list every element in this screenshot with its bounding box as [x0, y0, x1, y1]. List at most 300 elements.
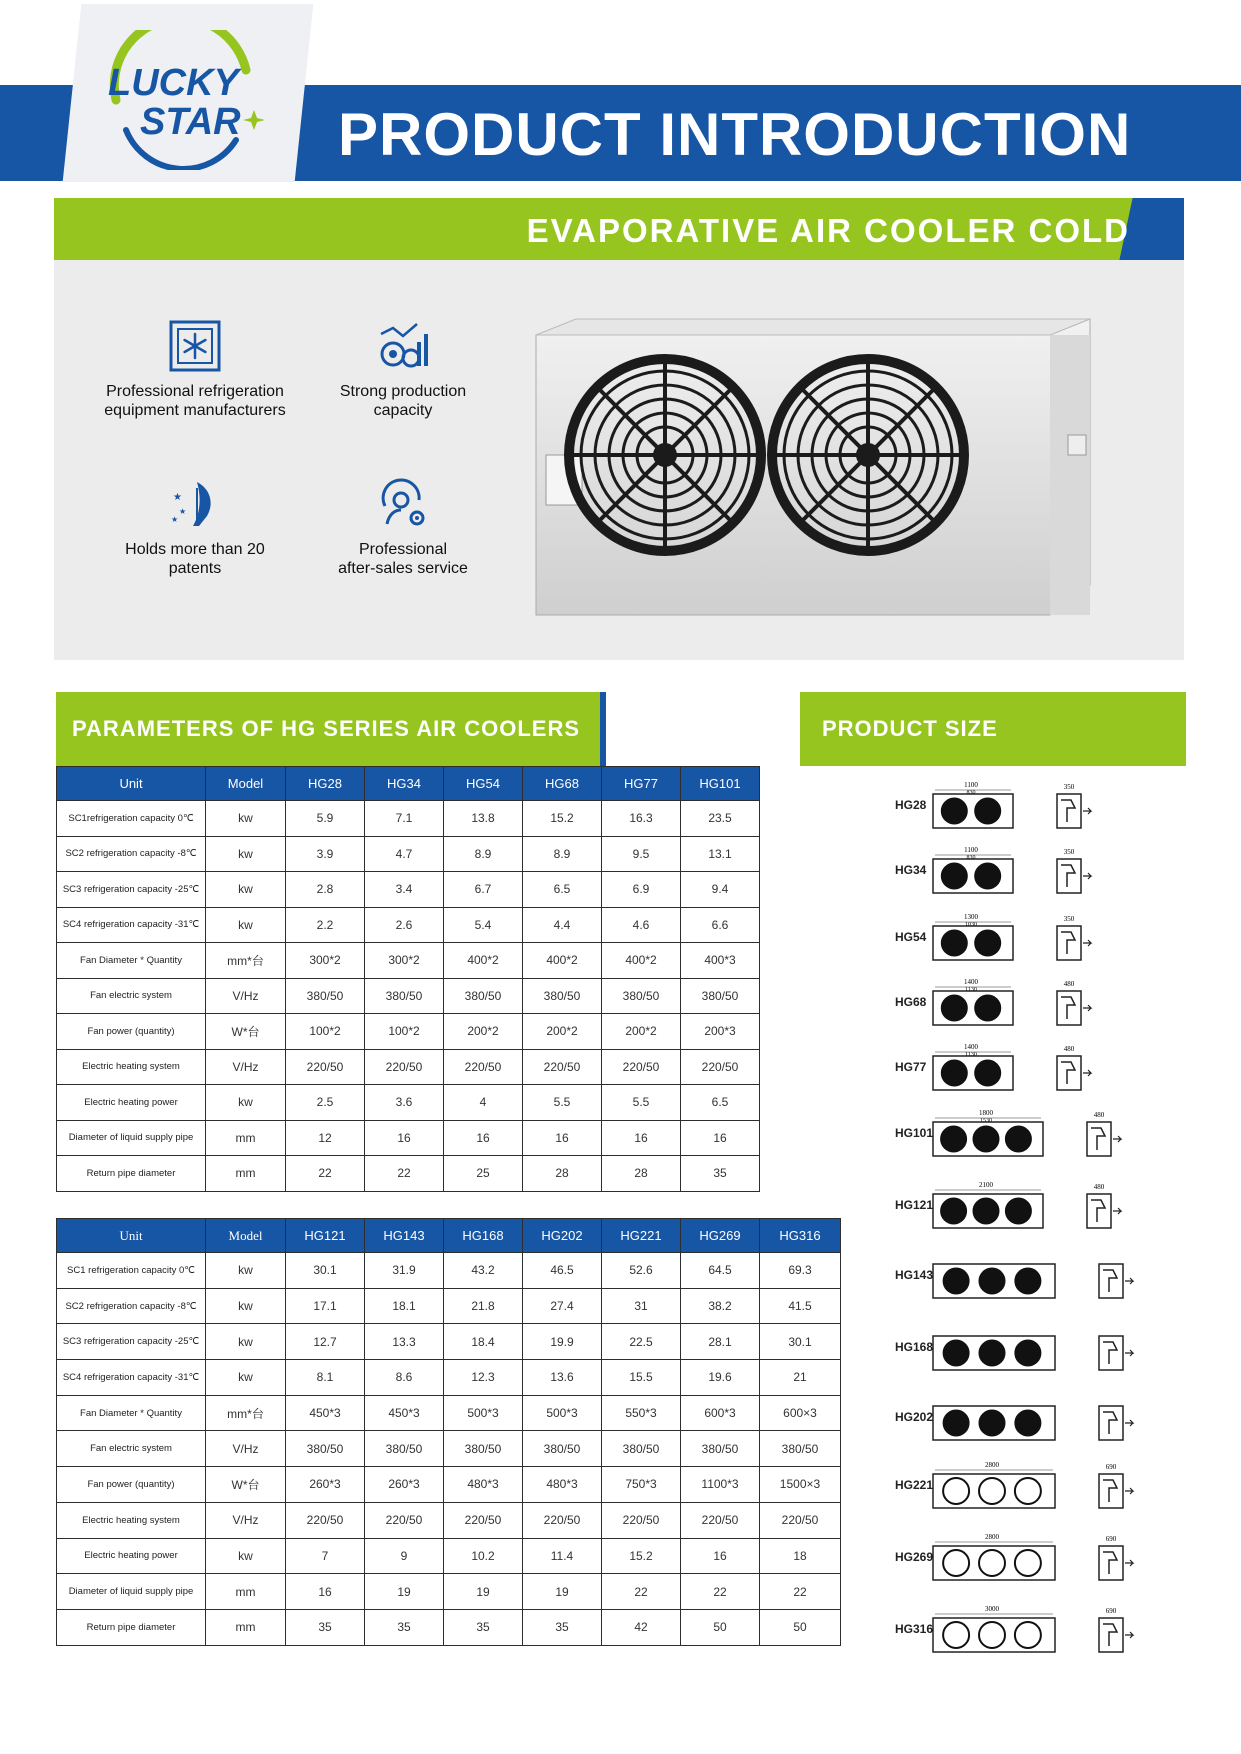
side-view-outline: [1099, 1336, 1123, 1370]
fan-mark: [943, 1410, 969, 1436]
value-cell: 200*2: [602, 1014, 681, 1050]
row-label-cell: Electric heating system: [57, 1049, 206, 1085]
row-label-cell: SC4 refrigeration capacity -31℃: [57, 907, 206, 943]
fan-mark: [1015, 1622, 1041, 1648]
side-view-outline: [1099, 1406, 1123, 1440]
dimension-label: 830: [966, 790, 976, 796]
table-row: [57, 907, 760, 943]
value-cell: 19: [523, 1574, 602, 1610]
side-view-outline: [1057, 794, 1081, 828]
size-model-label: HG143: [895, 1268, 934, 1282]
dimension-label: 2800: [985, 1461, 999, 1469]
fan-mark: [979, 1268, 1005, 1294]
unit-cell: mm*台: [206, 1395, 286, 1431]
feature-line1: Professional refrigeration: [106, 383, 284, 400]
size-row: [895, 977, 1195, 1033]
value-cell: 380/50: [602, 978, 681, 1014]
value-cell: 43.2: [444, 1253, 523, 1289]
value-cell: 16: [286, 1574, 365, 1610]
header-cell: HG269: [681, 1219, 760, 1253]
dimension-label: 350: [1063, 783, 1075, 791]
value-cell: 600*3: [681, 1395, 760, 1431]
value-cell: 9: [365, 1538, 444, 1574]
header-cell: Unit: [57, 1219, 206, 1253]
value-cell: 220/50: [365, 1049, 444, 1085]
value-cell: 380/50: [681, 1431, 760, 1467]
value-cell: 21: [760, 1360, 841, 1396]
header-cell: Model: [206, 767, 286, 801]
fan-mark: [979, 1550, 1005, 1576]
dimension-label: 480: [1093, 1183, 1105, 1191]
value-cell: 18.1: [365, 1288, 444, 1324]
patent-star-icon: [167, 478, 223, 530]
parameters-heading: PARAMETERS OF HG SERIES AIR COOLERS: [56, 692, 600, 766]
value-cell: 380/50: [523, 1431, 602, 1467]
size-row: [895, 1532, 1195, 1588]
value-cell: 380/50: [365, 1431, 444, 1467]
fan-mark: [941, 1198, 967, 1224]
side-view-outline: [1099, 1618, 1123, 1652]
value-cell: 500*3: [444, 1395, 523, 1431]
value-cell: 16: [365, 1120, 444, 1156]
value-cell: 10.2: [444, 1538, 523, 1574]
value-cell: 8.9: [444, 836, 523, 872]
size-drawing: [931, 845, 1191, 901]
table-row: [57, 1288, 841, 1324]
value-cell: 6.5: [523, 872, 602, 908]
dimension-label: 2800: [985, 1533, 999, 1541]
size-model-label: HG101: [895, 1126, 934, 1140]
value-cell: 2.5: [286, 1085, 365, 1121]
header-cell: HG54: [444, 767, 523, 801]
dimension-label: 830: [966, 855, 976, 861]
feature-manufacturer: [95, 320, 295, 420]
table-row: [57, 1324, 841, 1360]
size-drawing: [931, 977, 1191, 1033]
fan-mark: [1015, 1268, 1041, 1294]
value-cell: 500*3: [523, 1395, 602, 1431]
header-cell: HG28: [286, 767, 365, 801]
fan-mark: [1015, 1340, 1041, 1366]
size-drawing: [931, 1392, 1191, 1448]
header-cell: HG34: [365, 767, 444, 801]
fan-mark: [1005, 1198, 1031, 1224]
value-cell: 13.1: [681, 836, 760, 872]
dimension-label: 1130: [965, 987, 977, 993]
value-cell: 400*3: [681, 943, 760, 979]
dimension-label: 690: [1105, 1463, 1117, 1471]
value-cell: 220/50: [602, 1049, 681, 1085]
fan-mark: [979, 1410, 1005, 1436]
size-model-label: HG54: [895, 930, 927, 944]
value-cell: 550*3: [602, 1395, 681, 1431]
unit-cell: kw: [206, 836, 286, 872]
value-cell: 380/50: [760, 1431, 841, 1467]
value-cell: 2.6: [365, 907, 444, 943]
svg-text:★: ★: [171, 515, 179, 524]
value-cell: 4: [444, 1085, 523, 1121]
header-cell: HG101: [681, 767, 760, 801]
dimension-label: 690: [1105, 1607, 1117, 1615]
value-cell: 220/50: [444, 1502, 523, 1538]
row-label-cell: Fan electric system: [57, 1431, 206, 1467]
size-row: [895, 1042, 1195, 1098]
size-drawing: [931, 1042, 1191, 1098]
value-cell: 35: [523, 1609, 602, 1645]
fan-mark: [941, 995, 967, 1021]
header-cell: Model: [206, 1219, 286, 1253]
value-cell: 2.8: [286, 872, 365, 908]
fan-mark: [943, 1268, 969, 1294]
value-cell: 380/50: [365, 978, 444, 1014]
dimension-label: 480: [1093, 1111, 1105, 1119]
value-cell: 220/50: [286, 1049, 365, 1085]
row-label-cell: Fan Diameter * Quantity: [57, 943, 206, 979]
dimension-label: 480: [1063, 1045, 1075, 1053]
table-row: [57, 1395, 841, 1431]
value-cell: 200*2: [523, 1014, 602, 1050]
row-label-cell: SC2 refrigeration capacity -8℃: [57, 836, 206, 872]
size-model-label: HG28: [895, 798, 927, 812]
header-cell: HG221: [602, 1219, 681, 1253]
size-drawing: [931, 1250, 1191, 1306]
value-cell: 19.9: [523, 1324, 602, 1360]
size-model-label: HG34: [895, 863, 927, 877]
feature-line1: Strong production: [339, 383, 467, 400]
value-cell: 400*2: [602, 943, 681, 979]
value-cell: 11.4: [523, 1538, 602, 1574]
dimension-label: 1800: [979, 1109, 993, 1117]
unit-cell: kw: [206, 801, 286, 837]
side-view-outline: [1057, 859, 1081, 893]
value-cell: 750*3: [602, 1467, 681, 1503]
fan-mark: [975, 995, 1001, 1021]
value-cell: 220/50: [523, 1049, 602, 1085]
value-cell: 5.5: [602, 1085, 681, 1121]
size-row: [895, 1250, 1195, 1306]
fan-mark: [1015, 1550, 1041, 1576]
unit-cell: kw: [206, 872, 286, 908]
unit-cell: V/Hz: [206, 1049, 286, 1085]
value-cell: 13.3: [365, 1324, 444, 1360]
value-cell: 380/50: [286, 978, 365, 1014]
size-drawing: [931, 1322, 1191, 1378]
table-row: [57, 1609, 841, 1645]
value-cell: 19.6: [681, 1360, 760, 1396]
page-title: PRODUCT INTRODUCTION: [338, 101, 1132, 168]
value-cell: 380/50: [444, 1431, 523, 1467]
value-cell: 8.6: [365, 1360, 444, 1396]
table-row: [57, 801, 760, 837]
value-cell: 41.5: [760, 1288, 841, 1324]
row-label-cell: SC2 refrigeration capacity -8℃: [57, 1288, 206, 1324]
size-row: [895, 1604, 1195, 1660]
table-row: [57, 1120, 760, 1156]
dimension-label: 3000: [985, 1605, 999, 1613]
value-cell: 8.1: [286, 1360, 365, 1396]
fan-mark: [941, 1060, 967, 1086]
header-cell: Unit: [57, 767, 206, 801]
value-cell: 220/50: [681, 1502, 760, 1538]
row-label-cell: Fan electric system: [57, 978, 206, 1014]
size-row: [895, 1392, 1195, 1448]
dimension-label: 350: [1063, 848, 1075, 856]
table-row: [57, 836, 760, 872]
value-cell: 6.7: [444, 872, 523, 908]
value-cell: 200*2: [444, 1014, 523, 1050]
banner-accent-end: [1146, 198, 1184, 260]
unit-cell: kw: [206, 1360, 286, 1396]
value-cell: 50: [760, 1609, 841, 1645]
value-cell: 7.1: [365, 801, 444, 837]
value-cell: 4.4: [523, 907, 602, 943]
value-cell: 220/50: [286, 1502, 365, 1538]
size-drawing: [931, 1604, 1191, 1660]
table-row: [57, 1467, 841, 1503]
table-row: [57, 1574, 841, 1610]
fan-mark: [979, 1340, 1005, 1366]
value-cell: 450*3: [286, 1395, 365, 1431]
value-cell: 480*3: [523, 1467, 602, 1503]
svg-text:★: ★: [173, 492, 182, 503]
value-cell: 35: [444, 1609, 523, 1645]
unit-cell: kw: [206, 1538, 286, 1574]
unit-cell: kw: [206, 1085, 286, 1121]
value-cell: 220/50: [681, 1049, 760, 1085]
feature-line2: after-sales service: [338, 560, 468, 577]
fan-mark: [1015, 1410, 1041, 1436]
feature-line1: Holds more than 20: [125, 541, 265, 558]
lucky-star-logo: [96, 30, 276, 170]
value-cell: 9.4: [681, 872, 760, 908]
table-row: [57, 1431, 841, 1467]
table-row: [57, 978, 760, 1014]
size-drawing: [931, 912, 1191, 968]
spec-table-2: [56, 1218, 841, 1646]
value-cell: 6.5: [681, 1085, 760, 1121]
side-view-outline: [1087, 1122, 1111, 1156]
value-cell: 6.9: [602, 872, 681, 908]
unit-cell: mm: [206, 1120, 286, 1156]
value-cell: 22: [681, 1574, 760, 1610]
value-cell: 9.5: [602, 836, 681, 872]
table-row: [57, 1014, 760, 1050]
size-row: [895, 845, 1195, 901]
dimension-label: 1400: [964, 1043, 978, 1051]
size-drawing: [931, 1460, 1191, 1516]
unit-cell: mm: [206, 1609, 286, 1645]
header-cell: HG202: [523, 1219, 602, 1253]
size-model-label: HG269: [895, 1550, 934, 1564]
value-cell: 35: [681, 1156, 760, 1192]
size-model-label: HG168: [895, 1340, 934, 1354]
side-view-outline: [1057, 1056, 1081, 1090]
fan-mark: [979, 1478, 1005, 1504]
table-row: [57, 1360, 841, 1396]
value-cell: 100*2: [286, 1014, 365, 1050]
dimension-label: 1300: [964, 913, 978, 921]
service-gear-icon: [375, 478, 431, 530]
value-cell: 35: [365, 1609, 444, 1645]
value-cell: 6.6: [681, 907, 760, 943]
value-cell: 42: [602, 1609, 681, 1645]
value-cell: 300*2: [286, 943, 365, 979]
feature-line2: capacity: [373, 402, 433, 419]
dimension-label: 1030: [965, 922, 977, 928]
row-label-cell: SC1refrigeration capacity 0℃: [57, 801, 206, 837]
value-cell: 18: [760, 1538, 841, 1574]
gears-chart-icon: [373, 320, 433, 372]
table-row: [57, 1085, 760, 1121]
header-cell: HG77: [602, 767, 681, 801]
fan-mark: [941, 798, 967, 824]
value-cell: 380/50: [286, 1431, 365, 1467]
unit-cell: V/Hz: [206, 978, 286, 1014]
value-cell: 4.7: [365, 836, 444, 872]
size-row: [895, 1460, 1195, 1516]
value-cell: 260*3: [365, 1467, 444, 1503]
value-cell: 21.8: [444, 1288, 523, 1324]
size-model-label: HG121: [895, 1198, 934, 1212]
value-cell: 50: [681, 1609, 760, 1645]
value-cell: 400*2: [523, 943, 602, 979]
value-cell: 4.6: [602, 907, 681, 943]
unit-cell: W*台: [206, 1467, 286, 1503]
unit-cell: V/Hz: [206, 1502, 286, 1538]
value-cell: 19: [365, 1574, 444, 1610]
value-cell: 380/50: [523, 978, 602, 1014]
fan-mark: [1015, 1478, 1041, 1504]
value-cell: 220/50: [365, 1502, 444, 1538]
value-cell: 600×3: [760, 1395, 841, 1431]
value-cell: 18.4: [444, 1324, 523, 1360]
value-cell: 22: [760, 1574, 841, 1610]
value-cell: 300*2: [365, 943, 444, 979]
value-cell: 13.8: [444, 801, 523, 837]
unit-cell: W*台: [206, 1014, 286, 1050]
side-view-outline: [1099, 1474, 1123, 1508]
fan-mark: [941, 863, 967, 889]
value-cell: 450*3: [365, 1395, 444, 1431]
product-size-heading: PRODUCT SIZE: [800, 692, 1186, 766]
row-label-cell: SC3 refrigeration capacity -25℃: [57, 1324, 206, 1360]
feature-production: [303, 320, 503, 420]
size-model-label: HG77: [895, 1060, 927, 1074]
row-label-cell: Fan power (quantity): [57, 1467, 206, 1503]
row-label-cell: Electric heating power: [57, 1538, 206, 1574]
value-cell: 220/50: [602, 1502, 681, 1538]
fan-mark: [943, 1622, 969, 1648]
value-cell: 12.7: [286, 1324, 365, 1360]
snowflake-panel-icon: [169, 320, 221, 372]
value-cell: 380/50: [602, 1431, 681, 1467]
value-cell: 38.2: [681, 1288, 760, 1324]
fan-mark: [943, 1550, 969, 1576]
side-view-outline: [1057, 991, 1081, 1025]
fan-mark: [975, 863, 1001, 889]
dimension-label: 1130: [965, 1052, 977, 1058]
unit-cell: kw: [206, 1324, 286, 1360]
size-model-label: HG221: [895, 1478, 934, 1492]
value-cell: 3.4: [365, 872, 444, 908]
value-cell: 28: [523, 1156, 602, 1192]
value-cell: 16: [444, 1120, 523, 1156]
value-cell: 52.6: [602, 1253, 681, 1289]
value-cell: 69.3: [760, 1253, 841, 1289]
value-cell: 16.3: [602, 801, 681, 837]
size-row: [895, 780, 1195, 836]
header-cell: HG143: [365, 1219, 444, 1253]
unit-cell: kw: [206, 1253, 286, 1289]
row-label-cell: Return pipe diameter: [57, 1156, 206, 1192]
unit-cell: V/Hz: [206, 1431, 286, 1467]
value-cell: 3.9: [286, 836, 365, 872]
value-cell: 200*3: [681, 1014, 760, 1050]
value-cell: 8.9: [523, 836, 602, 872]
table-row: [57, 943, 760, 979]
size-row: [895, 1322, 1195, 1378]
value-cell: 380/50: [444, 978, 523, 1014]
value-cell: 22.5: [602, 1324, 681, 1360]
feature-patents: [95, 478, 295, 578]
table-header-row: [57, 1219, 841, 1253]
row-label-cell: Electric heating power: [57, 1085, 206, 1121]
table-row: [57, 1156, 760, 1192]
value-cell: 220/50: [760, 1502, 841, 1538]
fan-mark: [973, 1126, 999, 1152]
dimension-label: 1400: [964, 978, 978, 986]
dimension-label: 2100: [979, 1181, 993, 1189]
fan-mark: [979, 1622, 1005, 1648]
dimension-label: 480: [1063, 980, 1075, 988]
fan-mark: [943, 1340, 969, 1366]
side-view-outline: [1057, 926, 1081, 960]
value-cell: 5.5: [523, 1085, 602, 1121]
unit-cell: kw: [206, 907, 286, 943]
fan-mark: [941, 1126, 967, 1152]
fan-mark: [975, 1060, 1001, 1086]
value-cell: 46.5: [523, 1253, 602, 1289]
value-cell: 1500×3: [760, 1467, 841, 1503]
value-cell: 13.6: [523, 1360, 602, 1396]
row-label-cell: SC3 refrigeration capacity -25℃: [57, 872, 206, 908]
table-row: [57, 1253, 841, 1289]
size-model-label: HG68: [895, 995, 927, 1009]
value-cell: 480*3: [444, 1467, 523, 1503]
size-row: [895, 1108, 1195, 1164]
header-cell: HG121: [286, 1219, 365, 1253]
row-label-cell: Electric heating system: [57, 1502, 206, 1538]
dimension-label: 1530: [980, 1118, 992, 1124]
unit-cell: mm: [206, 1156, 286, 1192]
row-label-cell: Diameter of liquid supply pipe: [57, 1574, 206, 1610]
logo-line1: LUCKY: [108, 62, 239, 104]
row-label-cell: Fan Diameter * Quantity: [57, 1395, 206, 1431]
unit-cell: mm: [206, 1574, 286, 1610]
fan-mark: [975, 930, 1001, 956]
dimension-label: 350: [1063, 915, 1075, 923]
value-cell: 16: [681, 1120, 760, 1156]
value-cell: 400*2: [444, 943, 523, 979]
value-cell: 1100*3: [681, 1467, 760, 1503]
value-cell: 5.4: [444, 907, 523, 943]
value-cell: 220/50: [444, 1049, 523, 1085]
value-cell: 28.1: [681, 1324, 760, 1360]
header-cell: HG316: [760, 1219, 841, 1253]
value-cell: 35: [286, 1609, 365, 1645]
value-cell: 15.5: [602, 1360, 681, 1396]
value-cell: 15.2: [523, 801, 602, 837]
